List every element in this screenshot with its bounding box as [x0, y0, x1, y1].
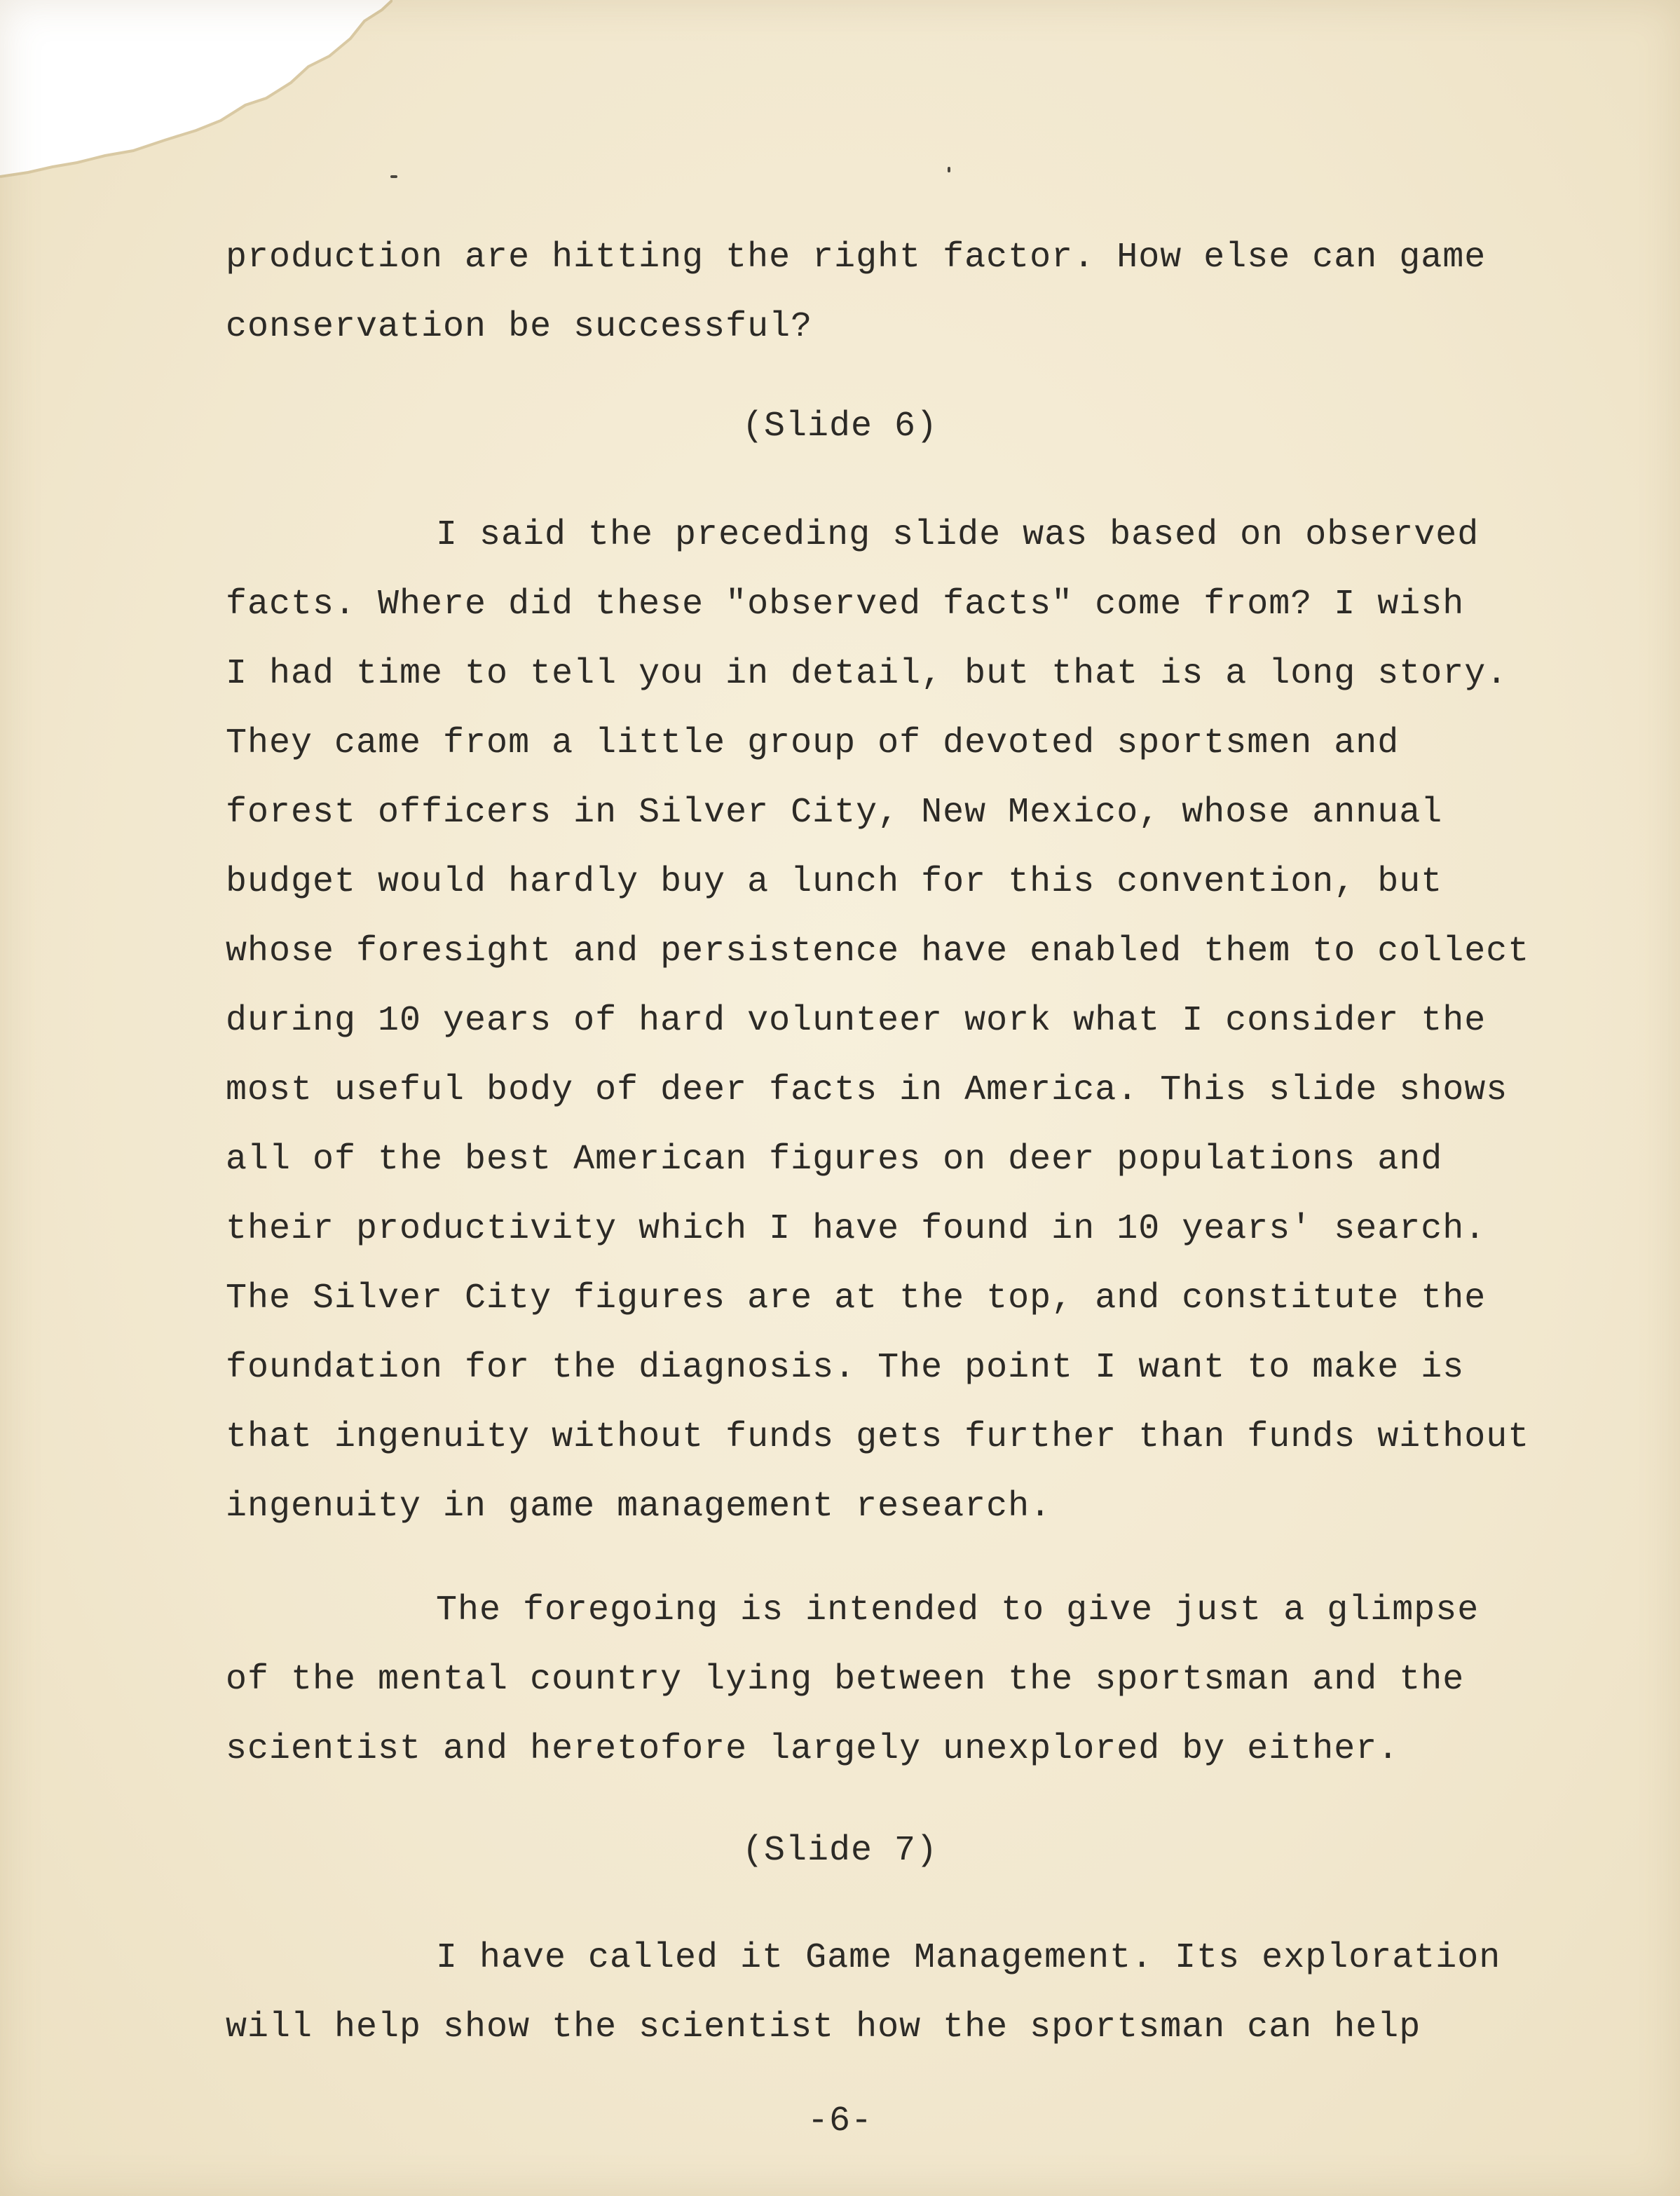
text-line: all of the best American figures on deer populations and [226, 1140, 1443, 1180]
paragraph-3 [226, 1576, 1494, 1784]
text-line: I said the preceding slide was based on observed [436, 515, 1480, 555]
text-line: will help show the scientist how the sportsman can help [226, 2007, 1421, 2047]
text-line: their productivity which I have found in 10 years' search. [226, 1209, 1487, 1249]
text-line: The Silver City figures are at the top, and constitute the [226, 1278, 1487, 1318]
text-line: ingenuity in game management research. [226, 1487, 1052, 1527]
slide-6-label: (Slide 6) [742, 407, 938, 446]
text-line: most useful body of deer facts in America. This slide shows [226, 1070, 1508, 1110]
text-line: facts. Where did these "observed facts" come from? I wish [226, 585, 1465, 625]
text-line: foundation for the diagnosis. The point I want to make is [226, 1348, 1465, 1388]
text-line: scientist and heretofore largely unexplored by either. [226, 1729, 1400, 1769]
text-line: The foregoing is intended to give just a glimpse [436, 1590, 1480, 1630]
page-number: -6- [807, 2101, 873, 2141]
slide-7-label: (Slide 7) [742, 1831, 938, 1871]
text-line: conservation be successful? [226, 307, 813, 347]
text-line: of the mental country lying between the sportsman and the [226, 1660, 1465, 1700]
ink-speck [390, 175, 397, 178]
text-line: They came from a little group of devoted sportsmen and [226, 723, 1400, 763]
paragraph-4 [226, 1923, 1501, 2062]
text-line: production are hitting the right factor. How else can game [226, 238, 1487, 278]
text-line: that ingenuity without funds gets further than funds without [226, 1417, 1530, 1457]
text-line: I have called it Game Management. Its exploration [436, 1938, 1501, 1978]
text-line: during 10 years of hard volunteer work what I consider the [226, 1001, 1487, 1041]
text-line: I had time to tell you in detail, but that is a long story. [226, 654, 1508, 694]
paragraph-1 [226, 223, 1494, 362]
text-line: whose foresight and persistence have enabled them to collect [226, 932, 1530, 971]
text-line: budget would hardly buy a lunch for this convention, but [226, 862, 1443, 902]
torn-corner [0, 0, 392, 210]
text-line: forest officers in Silver City, New Mexico, whose annual [226, 793, 1443, 833]
ink-speck [948, 167, 950, 172]
paragraph-2 [226, 500, 1530, 1541]
